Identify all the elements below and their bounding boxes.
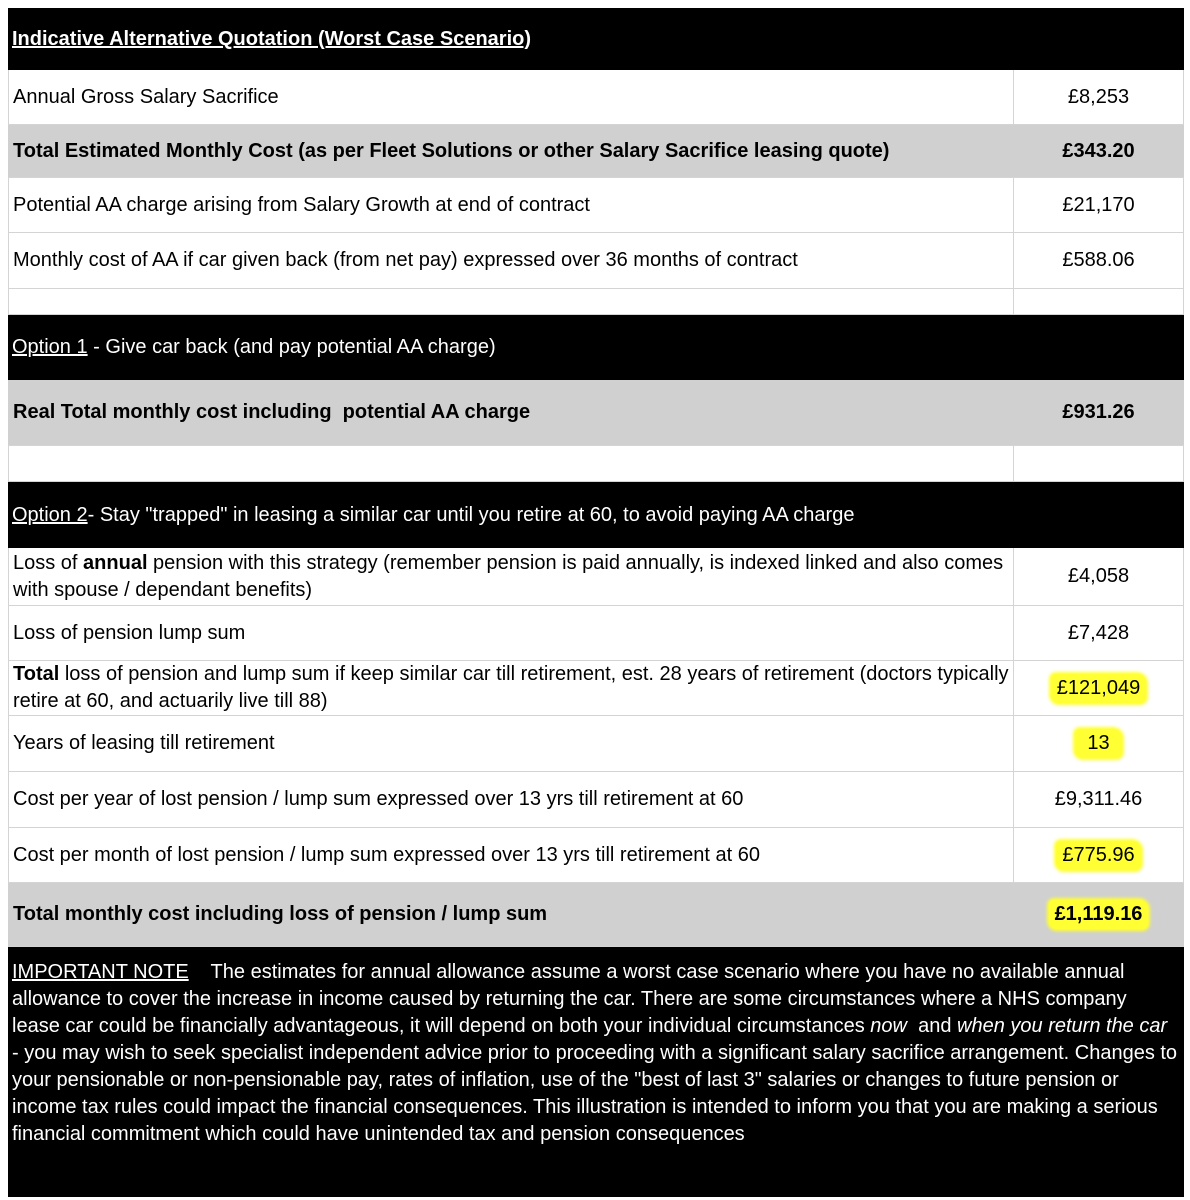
- row-label: Monthly cost of AA if car given back (from net pay) expressed over 36 months of contract: [8, 233, 1014, 288]
- empty-row: [8, 289, 1184, 315]
- row-label: Loss of pension lump sum: [8, 606, 1014, 660]
- row-cost-per-month: [8, 828, 1184, 883]
- row-label: Total Estimated Monthly Cost (as per Fleet Solutions or other Salary Sacrifice leasing quote): [8, 125, 1014, 177]
- option1-link: Option 1: [12, 336, 88, 358]
- option1-total-row: [8, 380, 1184, 446]
- row-label: Annual Gross Salary Sacrifice: [8, 70, 1014, 124]
- row-value: £931.26: [1014, 380, 1184, 445]
- highlighted-value: £121,049: [1051, 674, 1146, 703]
- option2-link: Option 2: [12, 503, 88, 526]
- note-heading: IMPORTANT NOTE: [12, 961, 189, 983]
- row-value: [1014, 883, 1184, 946]
- row-annual-sacrifice: [8, 70, 1184, 125]
- row-value: [1014, 661, 1184, 715]
- row-value: £21,170: [1014, 178, 1184, 232]
- row-total-loss: [8, 661, 1184, 716]
- row-label: Cost per year of lost pension / lump sum expressed over 13 yrs till retirement at 60: [8, 772, 1014, 827]
- sheet-title: Indicative Alternative Quotation (Worst Case Scenario): [12, 27, 532, 50]
- option2-total-row: [8, 883, 1184, 947]
- row-label: Total loss of pension and lump sum if keep similar car till retirement, est. 28 years of retirement (doctors typically retire at 60, and actuarily live till 88): [8, 661, 1014, 715]
- option2-text: - Stay "trapped" in leasing a similar car until you retire at 60, to avoid paying AA charge: [87, 503, 855, 526]
- row-cost-per-year: [8, 772, 1184, 828]
- row-total-monthly-cost: [8, 125, 1184, 178]
- row-value: £4,058: [1014, 548, 1184, 605]
- row-value: [1014, 828, 1184, 882]
- row-value: £588.06: [1014, 233, 1184, 288]
- row-label: Total monthly cost including loss of pension / lump sum: [8, 883, 1014, 946]
- highlighted-value: £1,119.16: [1049, 900, 1149, 929]
- row-value: £8,253: [1014, 70, 1184, 124]
- row-value: [1014, 716, 1184, 771]
- important-note: IMPORTANT NOTE The estimates for annual allowance assume a worst case scenario where you have no available annual allowance to cover the increase in income caused by returning the car. There are some circumstances where a NHS company lease car could be financially advantageous, it will depend on both your individual circumstances now and when you return the car - you may wish to seek specialist independent advice prior to proceeding with a significant salary sacrifice arrangement. Changes to your pensionable or non-pensionable pay, rates of inflation, use of the "best of last 3" salaries or changes to future pension or income tax rules could impact the financial consequences. This illustration is intended to inform you that you are making a serious financial commitment which could have unintended tax and pension consequences: [8, 947, 1184, 1197]
- row-label: Years of leasing till retirement: [8, 716, 1014, 771]
- highlighted-value: 13: [1075, 729, 1121, 758]
- empty-row: [8, 446, 1184, 482]
- row-label: Real Total monthly cost including potential AA charge: [8, 380, 1014, 445]
- highlighted-value: £775.96: [1056, 841, 1140, 870]
- option2-header: [8, 482, 1184, 548]
- quotation-sheet: [8, 8, 1184, 1197]
- header-row: [8, 8, 1184, 70]
- option1-header: [8, 315, 1184, 380]
- row-loss-annual-pension: [8, 548, 1184, 606]
- row-label: Potential AA charge arising from Salary Growth at end of contract: [8, 178, 1014, 232]
- row-value: £343.20: [1014, 125, 1184, 177]
- row-label: Cost per month of lost pension / lump sum expressed over 13 yrs till retirement at 60: [8, 828, 1014, 882]
- row-value: £7,428: [1014, 606, 1184, 660]
- option1-text: - Give car back (and pay potential AA charge): [87, 336, 496, 358]
- row-monthly-aa-cost: [8, 233, 1184, 289]
- row-value: £9,311.46: [1014, 772, 1184, 827]
- row-years-leasing: [8, 716, 1184, 772]
- row-potential-aa-charge: [8, 178, 1184, 233]
- row-loss-lump-sum: [8, 606, 1184, 661]
- row-label: Loss of annual pension with this strategy (remember pension is paid annually, is indexed linked and also comes with spouse / dependant benefits): [8, 548, 1014, 605]
